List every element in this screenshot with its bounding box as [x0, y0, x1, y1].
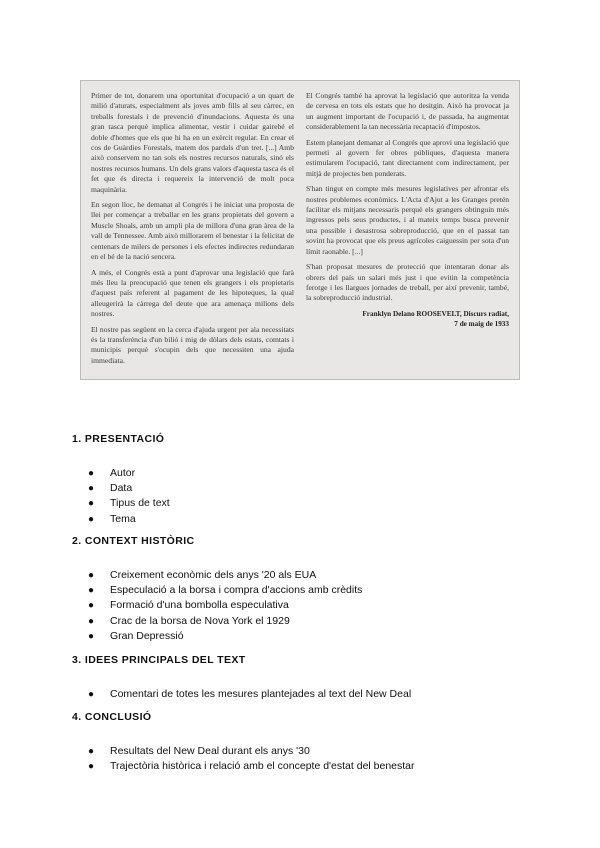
bullet-icon: ● [88, 761, 95, 773]
list-item: ● Crac de la borsa de Nova York el 1929 [72, 614, 542, 629]
bullet-icon: ● [88, 570, 95, 581]
section-heading: 4. CONCLUSIÓ [72, 711, 152, 723]
signature-date: 7 de maig de 1933 [454, 319, 509, 328]
section-list [72, 744, 542, 774]
quote-signature [306, 309, 509, 329]
list-item: ● Resultats del New Deal durant els anys '30 [72, 744, 542, 759]
quote-paragraph: S'han tingut en compte més mesures legislatives per afrontar els nostres problemes econòmics. L'Acta d'Ajut a les Granges pretén facilitar els mitjans necessaris perquè els grangers obtinguin més ingressos pels seus productes, i al mateix temps busca prevenir una possible i desastrosa sobreproducció, que en el passat tan sovint ha provocat que els preus agrícoles caiguessin per sota d'un límit raonable. [...] [306, 184, 509, 256]
list-item: ● Formació d'una bombolla especulativa [72, 598, 542, 613]
bullet-icon: ● [88, 630, 95, 642]
quote-paragraph: A més, el Congrés està a punt d'aprovar una legislació que farà més lleu la preocupació que tenen els grangers i els propietaris d'aquest país referent al pagament de les hipoteques, la qual alleugerirà la càrrega del deute que ara amenaça milions dels nostres. [91, 267, 294, 319]
list-item: ● Especulació a la borsa i compra d'accions amb crèdits [72, 583, 542, 598]
bullet-icon: ● [88, 615, 95, 627]
bullet-icon: ● [88, 498, 95, 510]
quote-paragraph: En segon lloc, he demanat al Congrés i he iniciat una proposta de llei per començar a treballar en les grans propietats del govern a Muscle Shoals, amb un ampli pla de millora d'una gran àrea de la vall de Tennessee. Amb això millorarem el benestar i la felicitat de centenars de milers de persones i els efectes indirectes redundaran en el bé de la nació sencera. [91, 200, 294, 262]
bullet-icon: ● [88, 585, 95, 597]
section-context-historic [72, 535, 542, 644]
quote-paragraph: El Congrés també ha aprovat la legislació que autoritza la venda de cervesa en tots els estats que ho desitgin. Això ha provocat ja un augment important de l'ocupació i, de passada, ha augmentat considerablement la tan necessària recaptació d'impostos. [306, 91, 509, 132]
quote-paragraph: S'han proposat mesures de protecció que intentaran donar als obrers del país un salari més just i que evitin la competència ferotge i les llargues jornades de treball, per així prevenir, també, la sobreproducció industrial. [306, 262, 509, 303]
section-conclusio [72, 711, 542, 774]
section-list [72, 466, 542, 527]
section-idees-principals [72, 654, 542, 702]
signature-name: Franklyn Delano ROOSEVELT, Discurs radiat, [362, 309, 509, 318]
section-heading: 2. CONTEXT HISTÒRIC [72, 535, 195, 547]
bullet-icon: ● [88, 746, 95, 757]
quote-left-column [91, 91, 294, 371]
quote-paragraph: Estem planejant demanar al Congrés que aprovi una legislació que permeti al govern fer obres públiques, d'aquesta manera estimularem l'ocupació, tant directament com indirectament, per mitjà de projectes ben ponderats. [306, 137, 509, 178]
quote-box [80, 80, 520, 380]
quote-right-column [306, 91, 509, 371]
list-item: ● Autor [72, 466, 542, 481]
quote-paragraph: Primer de tot, donarem una oportunitat d'ocupació a un quart de milió d'aturats, especialment als joves amb fills al seu càrrec, en treballs forestals i de prevenció d'inundacions. Aquesta és una gran tasca perquè implica alimentar, vestir i cuidar gairebé el doble d'homes que els que hi ha en un exèrcit regular. En crear el cos de Guàrdies Forestals, matem dos pardals d'un tret. [...] Amb això conservem no tan sols els nostres recursos naturals, sinó els nostres recursos humans. Un dels grans valors d'aquesta tasca és el fet que és directa i requereix la intervenció de molt poca maquinària. [91, 91, 294, 194]
section-heading: 1. PRESENTACIÓ [72, 433, 165, 445]
list-item: ● Gran Depressió [72, 629, 542, 644]
list-item: ● Creixement econòmic dels anys '20 als EUA [72, 568, 542, 583]
bullet-icon: ● [88, 483, 95, 495]
bullet-icon: ● [88, 468, 95, 479]
section-list [72, 568, 542, 644]
list-item: ● Trajectòria històrica i relació amb el concepte d'estat del benestar [72, 759, 542, 774]
section-presentacio [72, 433, 542, 527]
section-list [72, 687, 542, 702]
quote-paragraph: El nostre pas següent en la cerca d'ajuda urgent per ala necessitats és la transferència d'un bilió i mig de dòlars dels estats, comtats i municipis perquè s'ocupin dels que necessiten una ajuda immediata. [91, 324, 294, 365]
list-item: ● Tema [72, 512, 542, 527]
list-item: ● Comentari de totes les mesures plantejades al text del New Deal [72, 687, 542, 702]
list-item: ● Tipus de text [72, 496, 542, 511]
bullet-icon: ● [88, 689, 95, 700]
bullet-icon: ● [88, 513, 95, 525]
bullet-icon: ● [88, 600, 95, 612]
section-heading: 3. IDEES PRINCIPALS DEL TEXT [72, 654, 246, 666]
list-item: ● Data [72, 481, 542, 496]
